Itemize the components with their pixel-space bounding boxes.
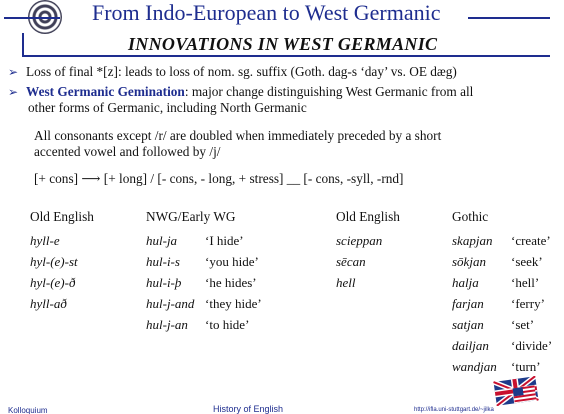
nwg-form: hul-i-s	[146, 254, 180, 269]
column-header-old-english-2: Old English	[336, 209, 400, 224]
gothic-gloss: ‘turn’	[511, 359, 541, 374]
gothic-form: halja	[452, 275, 479, 290]
old-english-form: hyll-að	[30, 296, 67, 311]
gothic-gloss: ‘seek’	[511, 254, 543, 269]
gemination-rule-formula: [+ cons] ⟶ [+ long] / [- cons, - long, + stress] __ [- cons, -syll, -rnd]	[34, 171, 404, 186]
gothic-form: satjan	[452, 317, 484, 332]
old-english-form: sēcan	[336, 254, 366, 269]
old-english-form: hyl-(e)-ð	[30, 275, 76, 290]
rule-description-line-2: accented vowel and followed by /j/	[34, 144, 221, 159]
column-header-nwg: NWG/Early WG	[146, 209, 236, 224]
rule-description-line-1: All consonants except /r/ are doubled when immediately preceded by a short	[34, 128, 442, 143]
gothic-gloss: ‘hell’	[511, 275, 540, 290]
page-title: From Indo-European to West Germanic	[92, 0, 441, 25]
nwg-gloss: ‘I hide’	[205, 233, 244, 248]
old-english-form: hell	[336, 275, 356, 290]
nwg-gloss: ‘they hide’	[205, 296, 262, 311]
gothic-gloss: ‘ferry’	[511, 296, 545, 311]
slide-subtitle: INNOVATIONS IN WEST GERMANIC	[128, 34, 438, 54]
gothic-gloss: ‘divide’	[511, 338, 553, 353]
bullet-text	[26, 84, 473, 100]
uk-us-flag-icon	[493, 376, 539, 406]
column-header-gothic: Gothic	[452, 209, 489, 224]
header-rule-left	[4, 17, 60, 19]
nwg-form: hul-ja	[146, 233, 178, 248]
header-rule-right	[468, 17, 550, 19]
nwg-gloss: ‘you hide’	[205, 254, 259, 269]
gothic-gloss: ‘set’	[511, 317, 535, 332]
old-english-form: hyll-e	[30, 233, 60, 248]
bullet-item-2-continued: other forms of Germanic, including North Germanic	[28, 100, 307, 115]
nwg-gloss: ‘to hide’	[205, 317, 250, 332]
bullet-text-rest: : major change distinguishing West Germanic from all	[184, 84, 474, 99]
footer-url: http://ifla.uni-stuttgart.de/~jilka	[414, 407, 494, 413]
nwg-form: hul-i-þ	[146, 275, 182, 290]
footer-course-title: History of English	[213, 404, 284, 414]
arrow-bullet-icon: ➢	[8, 65, 19, 79]
old-english-form: scieppan	[336, 233, 383, 248]
column-header-old-english-1: Old English	[30, 209, 94, 224]
gothic-form: wandjan	[452, 359, 497, 374]
bullet-text: Loss of final *[z]: leads to loss of nom. sg. suffix (Goth. dag-s ‘day’ vs. OE dæg)	[26, 64, 457, 79]
nwg-form: hul-j-an	[146, 317, 188, 332]
nwg-form: hul-j-and	[146, 296, 195, 311]
old-english-form: hyl-(e)-st	[30, 254, 78, 269]
nwg-gloss: ‘he hides’	[205, 275, 257, 290]
arrow-bullet-icon: ➢	[8, 85, 19, 99]
gothic-form: skapjan	[452, 233, 493, 248]
gothic-form: farjan	[452, 296, 484, 311]
gothic-gloss: ‘create’	[511, 233, 551, 248]
bullet-strong-term: West Germanic Gemination	[26, 84, 185, 99]
footer-left-label: Kolloquium	[8, 406, 48, 414]
gothic-form: dailjan	[452, 338, 489, 353]
gothic-form: sōkjan	[452, 254, 486, 269]
